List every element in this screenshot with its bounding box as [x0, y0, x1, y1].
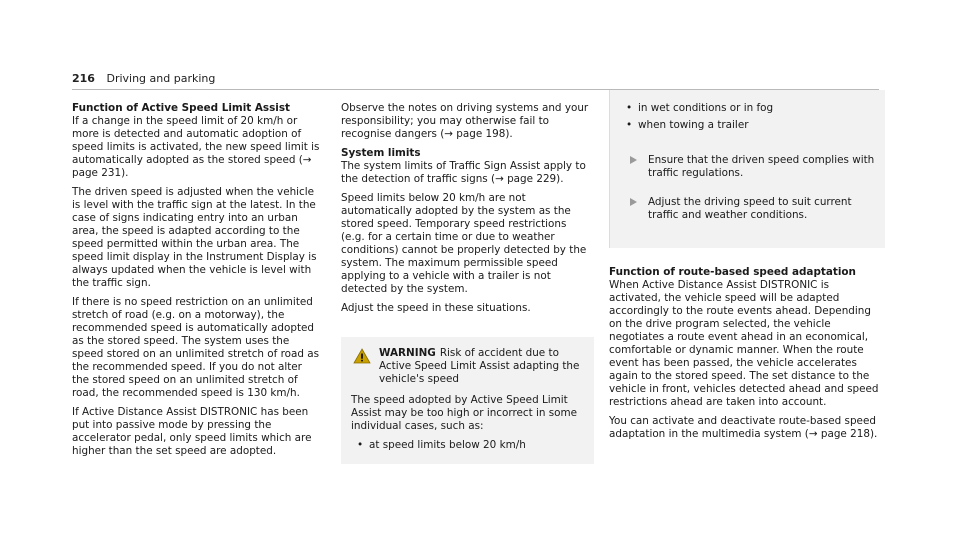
paragraph: Speed limits below 20 km/h are not automatically adopted by the system as the stored speed. Temporary speed restrictions (e.g. for a certain time or due to weather conditions) cannot be properly detected by the system. The maximum permissible speed applying to a vehicle with a trailer is not detected by the system. — [341, 192, 587, 295]
heading-route-based-speed-adaptation: Function of route-based speed adaptation — [609, 266, 856, 278]
paragraph: Adjust the speed in these situations. — [341, 302, 531, 314]
heading-function-speed-limit-assist: Function of Active Speed Limit Assist — [72, 102, 291, 114]
paragraph: You can activate and deactivate route-based speed adaptation in the multimedia system (→ page 218). — [609, 415, 878, 440]
warning-continuation — [609, 90, 885, 248]
paragraph: The driven speed is adjusted when the vehicle is level with the traffic sign at the latest. In the case of signs indicating entry into an urban area, the speed is adapted according to the speed permitted within the urban area. The speed limit display in the Instrument Display is always updated when the vehicle is level with the traffic sign. — [72, 186, 317, 289]
page-header — [72, 72, 215, 85]
action-arrow-icon — [630, 156, 637, 164]
paragraph: If Active Distance Assist DISTRONIC has been put into passive mode by pressing the accelerator pedal, only speed limits which are higher than the set speed are adopted. — [72, 406, 312, 457]
paragraph: If there is no speed restriction on an unlimited stretch of road (e.g. on a motorway), the recommended speed is automatically adopted as the stored speed. The system uses the speed stored on an unlimited stretch of road as the recommended speed. If you do not alter the stored speed on an unlimited stretch of road, the recommended speed is 130 km/h. — [72, 296, 320, 399]
warning-heading-text — [379, 347, 584, 386]
action-list — [620, 154, 875, 222]
list-item: • at speed limits below 20 km/h — [351, 439, 584, 452]
warning-box — [341, 337, 594, 464]
warning-label: WARNING — [379, 347, 436, 359]
warning-bullet-list-continued — [620, 102, 875, 132]
list-item: • when towing a trailer — [620, 119, 875, 132]
action-item — [620, 196, 875, 222]
list-item: • in wet conditions or in fog — [620, 102, 875, 115]
warning-bullet-list — [351, 439, 584, 452]
warning-body: The speed adopted by Active Speed Limit Assist may be too high or incorrect in some individual cases, such as: — [351, 394, 578, 432]
action-item — [620, 154, 875, 180]
action-text: Ensure that the driven speed complies with traffic regulations. — [648, 154, 875, 179]
action-text: Adjust the driving speed to suit current traffic and weather conditions. — [648, 196, 852, 221]
column-right — [609, 102, 879, 447]
paragraph: The system limits of Traffic Sign Assist apply to the detection of traffic signs (→ page 229). — [341, 160, 586, 185]
section-system-limits — [341, 147, 591, 186]
section-title: Driving and parking — [106, 72, 216, 85]
warning-title: Risk of accident due to Active Speed Limit Assist adapting the vehicle's speed — [379, 347, 580, 385]
page-number: 216 — [72, 72, 95, 85]
column-middle — [341, 102, 591, 464]
paragraph: If a change in the speed limit of 20 km/h or more is detected and automatic adoption of speed limits is activated, the new speed limit is automatically adopted as the stored speed (→ page 231). — [72, 115, 320, 179]
column-left — [72, 102, 322, 464]
paragraph: Observe the notes on driving systems and your responsibility; you may otherwise fail to recognise dangers (→ page 198). — [341, 102, 589, 140]
warning-triangle-icon — [353, 348, 373, 368]
warning-header — [351, 347, 584, 386]
section-function-speed-limit — [72, 102, 322, 180]
heading-system-limits: System limits — [341, 147, 421, 159]
paragraph: When Active Distance Assist DISTRONIC is activated, the vehicle speed will be adapted accordingly to the route events ahead. Depending on the drive program selected, the vehicle negotiates a route event ahead in an economical, comfortable or dynamic manner. When the route event has been passed, the vehicle accelerates again to the stored speed. The set distance to the vehicle in front, vehicles detected ahead and speed restrictions ahead are taken into account. — [609, 279, 879, 408]
section-route-based-adaptation — [609, 266, 879, 409]
action-arrow-icon — [630, 198, 637, 206]
